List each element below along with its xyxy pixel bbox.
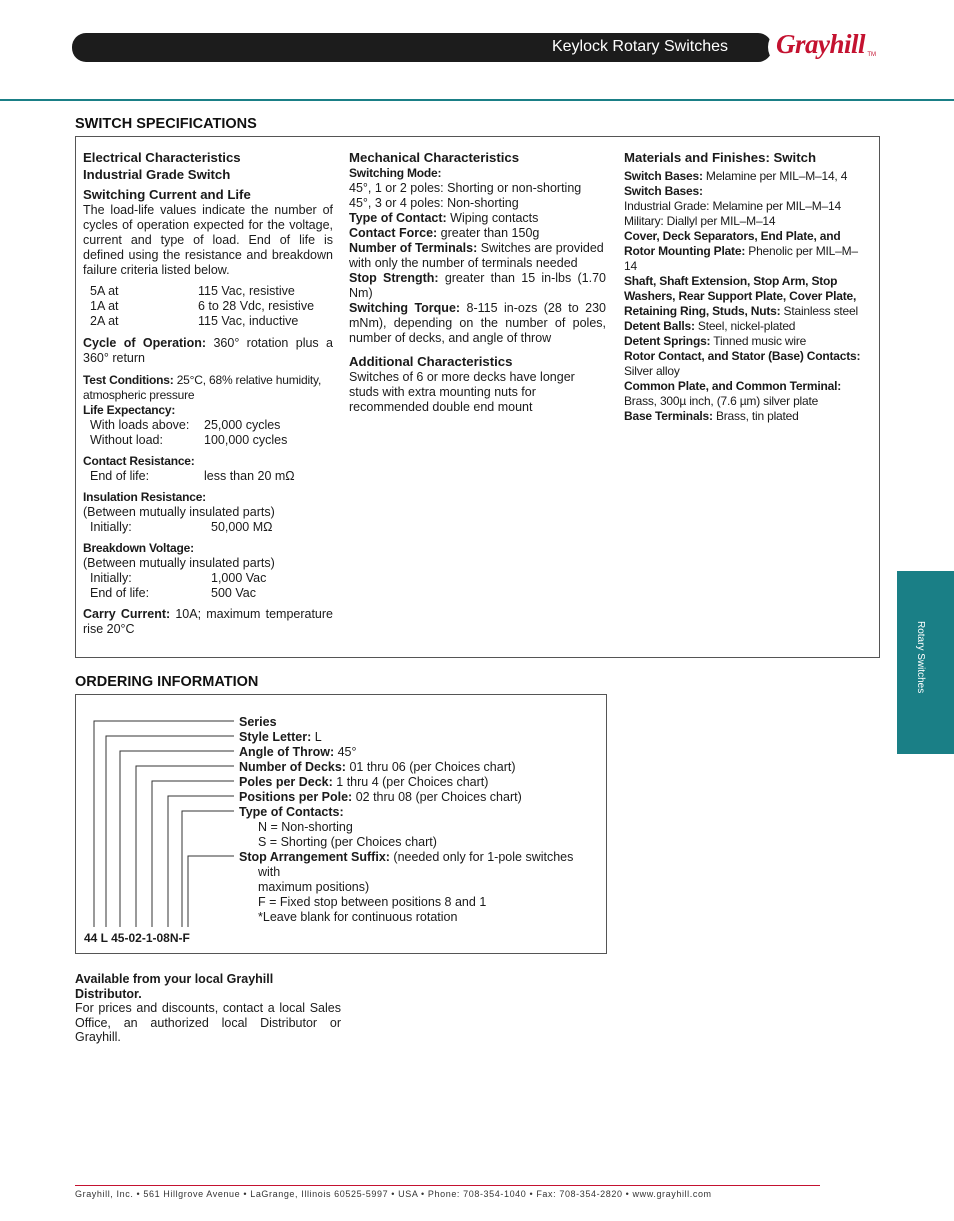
material-item: Industrial Grade: Melamine per MIL–M–14	[624, 199, 841, 213]
ordering-fields	[239, 715, 599, 925]
breakdown-voltage-label: Breakdown Voltage:	[83, 541, 194, 555]
material-item: Detent Springs: Tinned music wire	[624, 334, 807, 348]
insulation-resistance-label: Insulation Resistance:	[83, 490, 206, 504]
side-tab-label: Rotary Switches	[915, 621, 926, 694]
footer-address: Grayhill, Inc. • 561 Hillgrove Avenue • LaGrange, Illinois 60525-5997 • USA • Phone: 708-354-1040 • Fax: 708-354-2820 • www.grayhill.com	[75, 1189, 712, 1199]
stop-strength: Stop Strength: greater than 15 in-lbs (1.70 Nm)	[349, 271, 606, 300]
contact-option: S = Shorting (per Choices chart)	[258, 835, 437, 849]
grayhill-logo	[768, 27, 886, 67]
material-item: Rotor Contact, and Stator (Base) Contacts: Silver alloy	[624, 349, 861, 378]
breakdown-note: (Between mutually insulated parts)	[83, 556, 275, 570]
material-item: Shaft, Shaft Extension, Stop Arm, Stop Washers, Rear Support Plate, Cover Plate, Retaining Ring, Studs, Nuts: Stainless steel	[624, 274, 858, 318]
example-part-number: 44 L 45-02-1-08N-F	[84, 931, 190, 945]
mechanical-column	[349, 149, 606, 415]
additional-heading: Additional Characteristics	[349, 354, 513, 369]
order-field-series: Series	[239, 715, 277, 729]
electrical-heading: Electrical Characteristics	[83, 150, 241, 165]
additional-text: Switches of 6 or more decks have longer studs with extra mounting nuts for recommended double end mount	[349, 370, 575, 414]
availability-note	[75, 972, 341, 1045]
load-life-intro: The load-life values indicate the number of cycles of operation expected for the voltage, current and type of load. End of life is defined using the resistance and breakdown failure criteria listed below.	[83, 203, 333, 277]
order-field-poles: Poles per Deck: 1 thru 4 (per Choices chart)	[239, 775, 489, 789]
switching-heading: Switching Current and Life	[83, 187, 251, 202]
insulation-row: Initially: 50,000 MΩ	[90, 520, 273, 534]
load-table	[83, 284, 333, 329]
footer-divider	[75, 1185, 820, 1186]
header-divider	[0, 99, 954, 101]
ordering-box	[75, 694, 607, 954]
header-bar	[72, 33, 772, 62]
stop-line: *Leave blank for continuous rotation	[258, 910, 458, 924]
stop-line: with	[258, 865, 281, 879]
contact-resistance-label: Contact Resistance:	[83, 454, 195, 468]
switch-specs-title: SWITCH SPECIFICATIONS	[75, 116, 257, 132]
number-of-terminals: Number of Terminals: Switches are provided with only the number of terminals needed	[349, 241, 604, 270]
switching-mode-line: 45°, 3 or 4 poles: Non-shorting	[349, 196, 519, 210]
switching-mode-label: Switching Mode:	[349, 166, 442, 180]
order-field-decks: Number of Decks: 01 thru 06 (per Choices chart)	[239, 760, 516, 774]
carry-current: Carry Current: 10A; maximum temperature rise 20°C	[83, 607, 333, 636]
life-row: With loads above: 25,000 cycles	[90, 418, 281, 432]
materials-heading: Materials and Finishes: Switch	[624, 150, 816, 165]
insulation-note: (Between mutually insulated parts)	[83, 505, 275, 519]
logo-text: Grayhill	[776, 29, 866, 59]
stop-line: maximum positions)	[258, 880, 370, 894]
electrical-column	[83, 149, 333, 637]
order-field-contacts: Type of Contacts:	[239, 805, 344, 819]
type-of-contact: Type of Contact: Wiping contacts	[349, 211, 539, 225]
life-expectancy-label: Life Expectancy:	[83, 403, 176, 417]
stop-line: F = Fixed stop between positions 8 and 1	[258, 895, 487, 909]
material-item: Cover, Deck Separators, End Plate, and Rotor Mounting Plate: Phenolic per MIL–M–14	[624, 229, 858, 273]
order-field-angle: Angle of Throw: 45°	[239, 745, 357, 759]
load-row: 2A at 115 Vac, inductive	[90, 314, 299, 328]
switching-torque: Switching Torque: 8-115 in-ozs (28 to 230 mNm), depending on the number of poles, number of decks, and angle of throw	[349, 301, 606, 345]
logo-trademark: TM	[867, 52, 876, 58]
material-item: Common Plate, and Common Terminal: Brass, 300µ inch, (7.6 µm) silver plate	[624, 379, 841, 408]
switch-specs-box	[75, 136, 880, 658]
test-conditions: Test Conditions: 25°C, 68% relative humidity, atmospheric pressure	[83, 373, 322, 402]
mechanical-heading: Mechanical Characteristics	[349, 150, 520, 165]
side-tab[interactable]	[897, 571, 954, 754]
header-title: Keylock Rotary Switches	[551, 38, 728, 55]
availability-title: Available from your local Grayhill Distributor.	[75, 972, 274, 1001]
load-row: 1A at 6 to 28 Vdc, resistive	[90, 299, 315, 313]
breakdown-row: Initially: 1,000 Vac	[90, 571, 267, 585]
industrial-heading: Industrial Grade Switch	[83, 167, 231, 182]
contact-option: N = Non-shorting	[258, 820, 353, 834]
switching-mode-line: 45°, 1 or 2 poles: Shorting or non-shorting	[349, 181, 582, 195]
ordering-title: ORDERING INFORMATION	[75, 674, 259, 690]
order-field-stop: Stop Arrangement Suffix: (needed only for 1-pole switches	[239, 850, 574, 864]
load-row: 5A at 115 Vac, resistive	[90, 284, 295, 298]
material-item: Switch Bases: Melamine per MIL–M–14, 4	[624, 169, 848, 183]
breakdown-row: End of life: 500 Vac	[90, 586, 256, 600]
materials-column	[624, 149, 869, 424]
order-field-positions: Positions per Pole: 02 thru 08 (per Choices chart)	[239, 790, 522, 804]
order-field-style: Style Letter: L	[239, 730, 322, 744]
contact-resistance-row: End of life: less than 20 mΩ	[90, 469, 295, 483]
life-row: Without load: 100,000 cycles	[90, 433, 288, 447]
cycle-of-operation: Cycle of Operation: 360° rotation plus a 360° return	[83, 336, 333, 365]
contact-force: Contact Force: greater than 150g	[349, 226, 540, 240]
material-item: Detent Balls: Steel, nickel-plated	[624, 319, 796, 333]
material-item: Switch Bases:	[624, 184, 703, 198]
material-item: Military: Diallyl per MIL–M–14	[624, 214, 776, 228]
availability-text: For prices and discounts, contact a local Sales Office, an authorized local Distributor or Grayhill.	[75, 1001, 341, 1044]
material-item: Base Terminals: Brass, tin plated	[624, 409, 799, 423]
